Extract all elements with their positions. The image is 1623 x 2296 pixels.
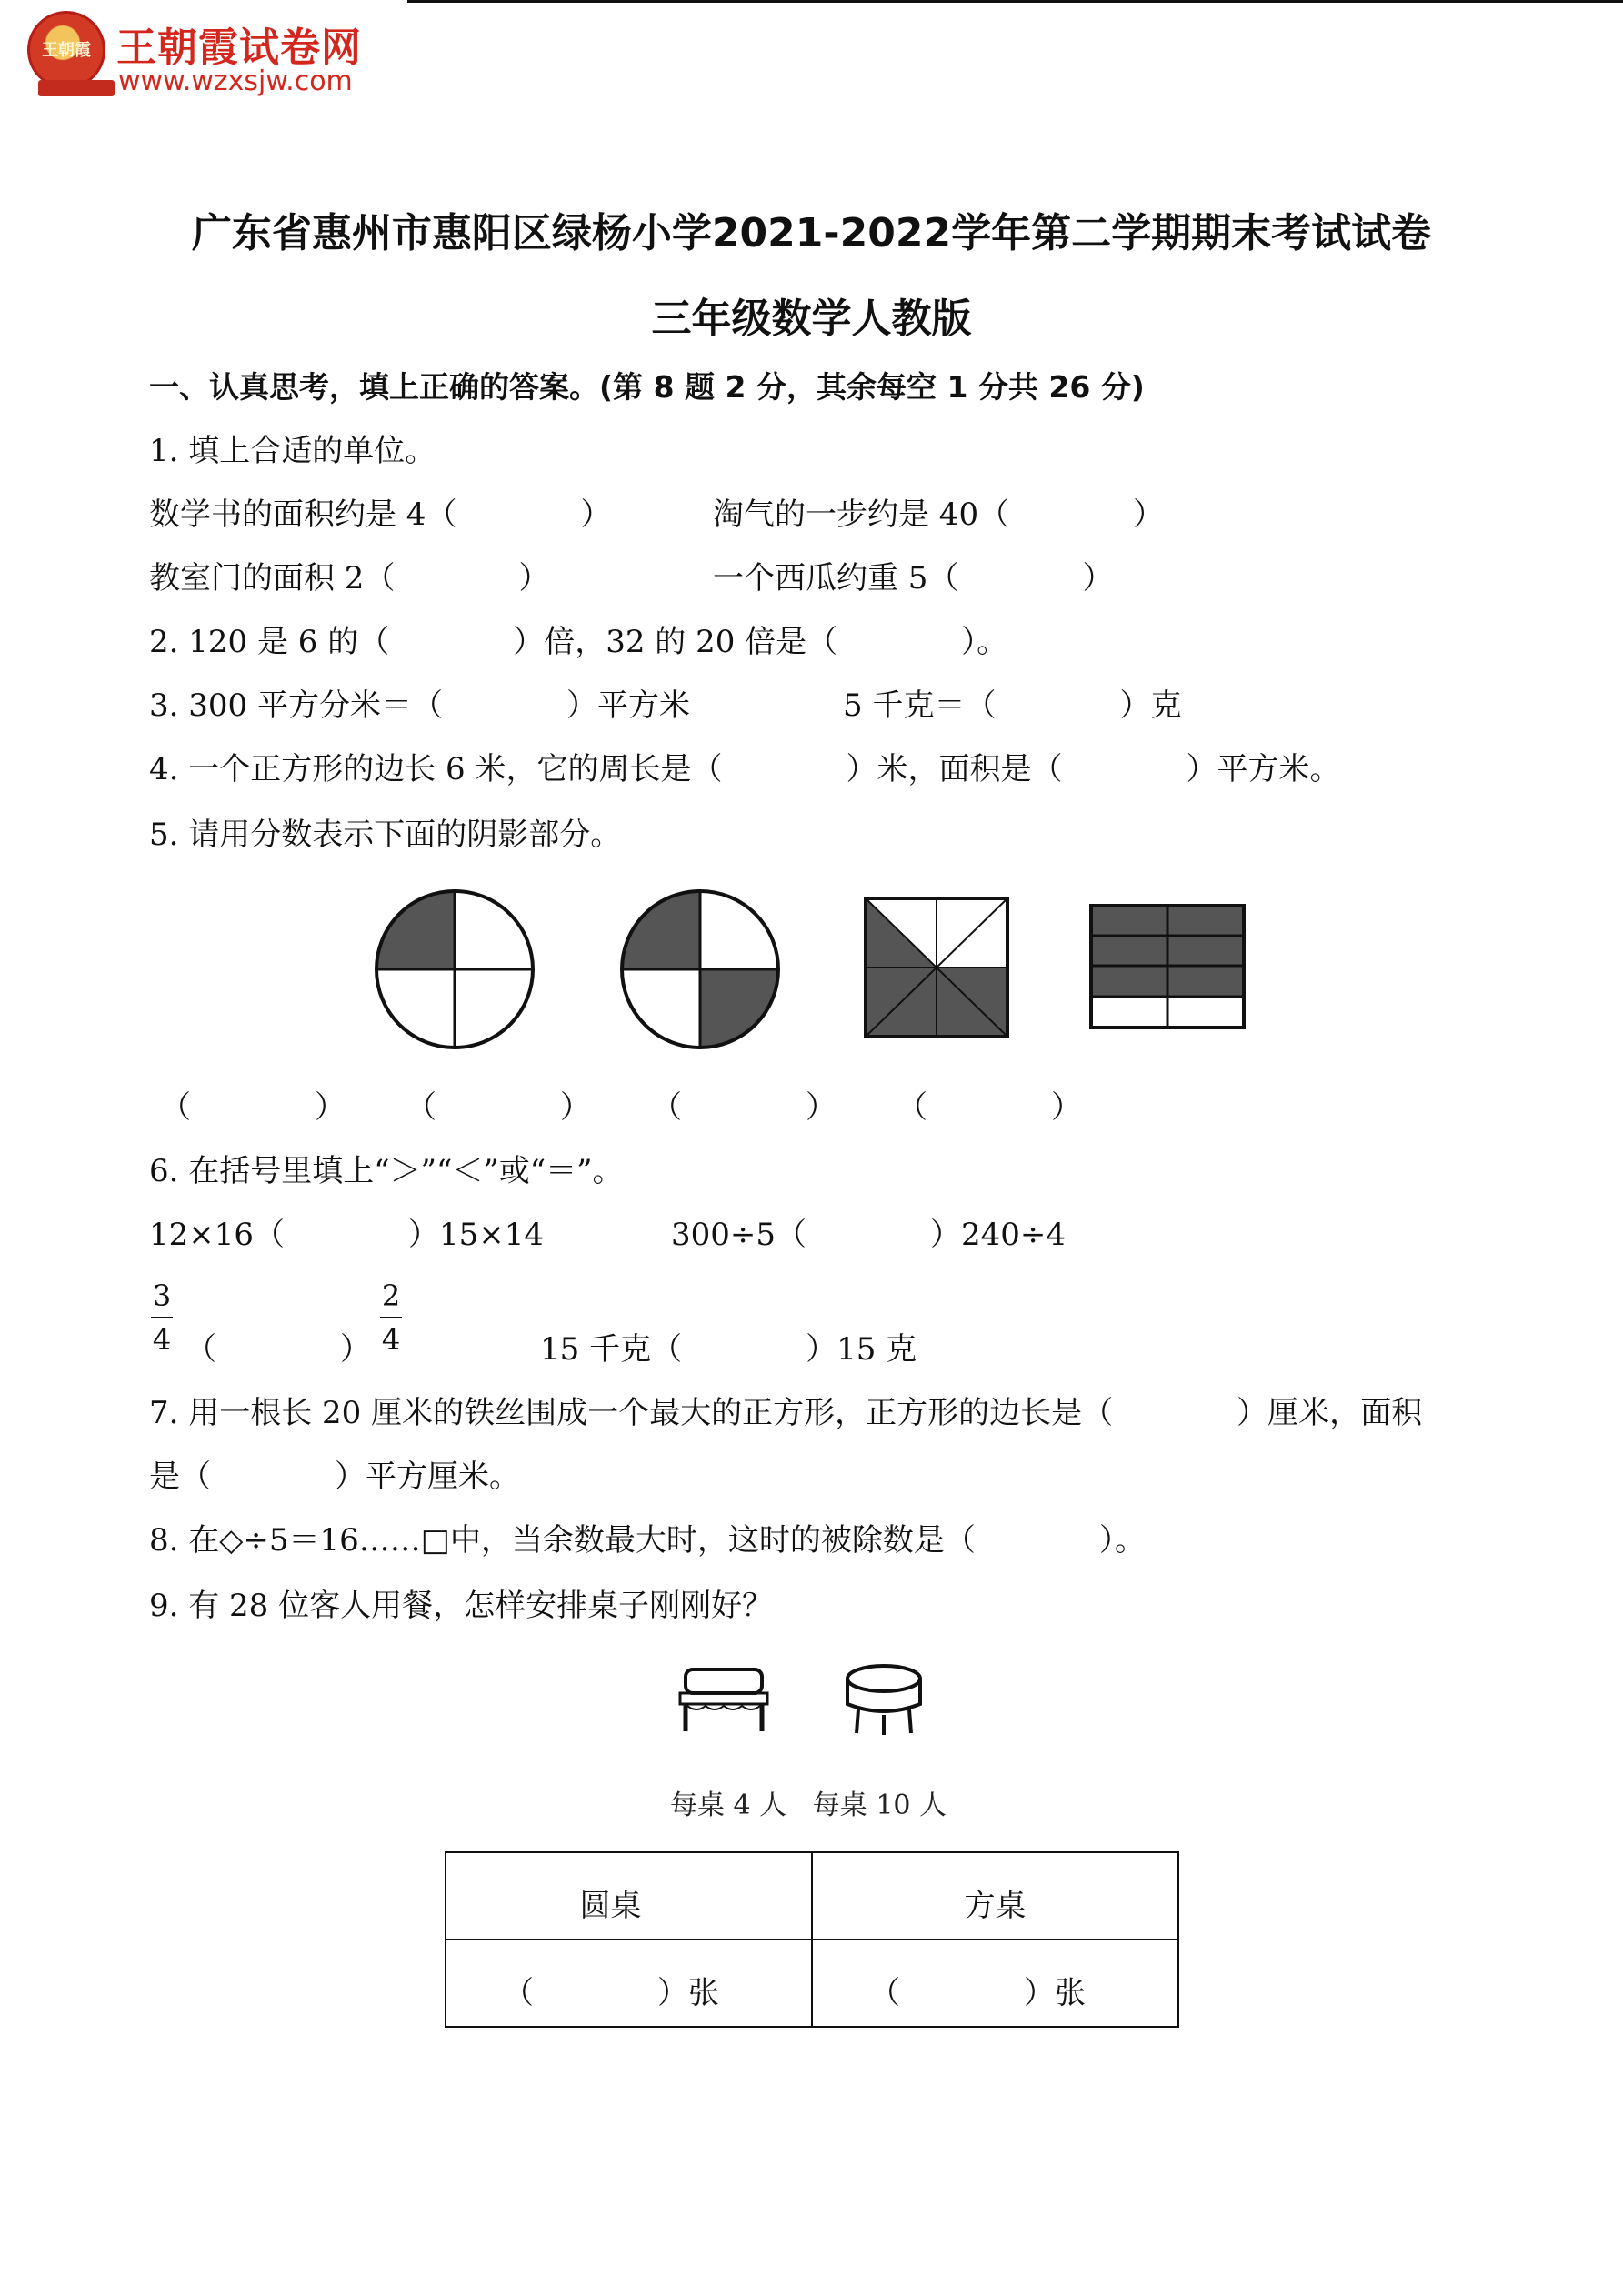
q6-fraction-1-denominator: 4 [152, 1322, 172, 1357]
header-square-table: 方桌 [964, 1888, 1027, 1924]
site-url[interactable]: www.wzxsjw.com [118, 65, 353, 97]
q7-line-1: 7. 用一根长 20 厘米的铁丝围成一个最大的正方形，正方形的边长是（ ）厘米，面积 [149, 1395, 1423, 1431]
section-heading: 一、认真思考，填上正确的答案。(第 8 题 2 分，其余每空 1 分共 26 分) [149, 369, 1145, 405]
fraction-bar [380, 1317, 402, 1318]
fraction-bar [151, 1317, 173, 1318]
answer-square-table[interactable]: （ ）张 [869, 1975, 1086, 2011]
q7-line-2: 是（ ）平方厘米。 [149, 1459, 520, 1495]
q6-fraction-2-numerator: 2 [381, 1278, 401, 1313]
q3-a: 3. 300 平方分米＝（ ）平方米 [149, 687, 690, 724]
logo-ribbon [38, 80, 115, 96]
q5-blank-1[interactable]: （ ） [160, 1089, 346, 1126]
q1-item-c: 教室门的面积 2（ ） [149, 560, 550, 597]
q1-item-a: 数学书的面积约是 4（ ） [149, 496, 612, 533]
q6-item-b: 300÷5（ ）240÷4 [671, 1217, 1067, 1253]
figure-square-eighths [864, 897, 1009, 1038]
q9-stem: 9. 有 28 位客人用餐，怎样安排桌子刚刚好？ [149, 1588, 774, 1624]
figure-circle-quarter [373, 887, 536, 1051]
table-caption [670, 1782, 947, 1822]
q5-blank-3[interactable]: （ ） [651, 1089, 837, 1126]
answer-round-table[interactable]: （ ）张 [503, 1975, 719, 2011]
page-title: 广东省惠州市惠阳区绿杨小学2021-2022学年第二学期期末考试试卷 [191, 210, 1432, 256]
q1-item-b: 淘气的一步约是 40（ ） [713, 496, 1165, 533]
logo-seal-icon: 王朝霞 [27, 11, 105, 89]
q3-b: 5 千克＝（ ）克 [843, 687, 1182, 724]
figure-circle-half [618, 887, 782, 1051]
table-header-cell [812, 1852, 1178, 1940]
site-logo-title[interactable]: 王朝霞试卷网 [116, 25, 362, 71]
q4: 4. 一个正方形的边长 6 米，它的周长是（ ）米，面积是（ ）平方米。 [149, 751, 1341, 787]
q9-answer-table [445, 1851, 1179, 2028]
q5-blank-4[interactable]: （ ） [897, 1089, 1082, 1126]
q1-item-d: 一个西瓜约重 5（ ） [713, 560, 1114, 597]
q6-fraction-2 [380, 1280, 402, 1355]
table-answer-cell[interactable] [446, 1940, 812, 2027]
square-table-icon [676, 1664, 771, 1737]
header-rule [407, 0, 1623, 3]
caption-square-table: 每桌 4 人 [670, 1790, 787, 1821]
q5-stem: 5. 请用分数表示下面的阴影部分。 [149, 817, 622, 853]
header-round-table: 圆桌 [579, 1888, 642, 1924]
q5-blank-2[interactable]: （ ） [406, 1089, 591, 1126]
q8: 8. 在◇÷5＝16……□中，当余数最大时，这时的被除数是（ ）。 [149, 1522, 1146, 1559]
q2: 2. 120 是 6 的（ ）倍，32 的 20 倍是（ ）。 [149, 624, 1008, 660]
q6-fraction-blank[interactable]: （ ） [185, 1331, 371, 1368]
page-subtitle: 三年级数学人教版 [651, 296, 972, 342]
q1-stem: 1. 填上合适的单位。 [149, 433, 436, 469]
round-table-icon [838, 1662, 929, 1739]
table-header-cell [446, 1852, 812, 1940]
q6-fraction-1 [151, 1280, 173, 1355]
q6-fraction-2-denominator: 4 [381, 1322, 401, 1357]
q6-weight: 15 千克（ ）15 克 [540, 1331, 917, 1368]
q6-item-a: 12×16（ ）15×14 [149, 1217, 545, 1253]
caption-round-table: 每桌 10 人 [812, 1790, 947, 1821]
table-answer-cell[interactable] [812, 1940, 1178, 2027]
q6-stem: 6. 在括号里填上“＞”“＜”或“＝”。 [149, 1153, 624, 1189]
figure-rectangle-grid [1089, 904, 1246, 1029]
q6-fraction-1-numerator: 3 [152, 1278, 172, 1313]
